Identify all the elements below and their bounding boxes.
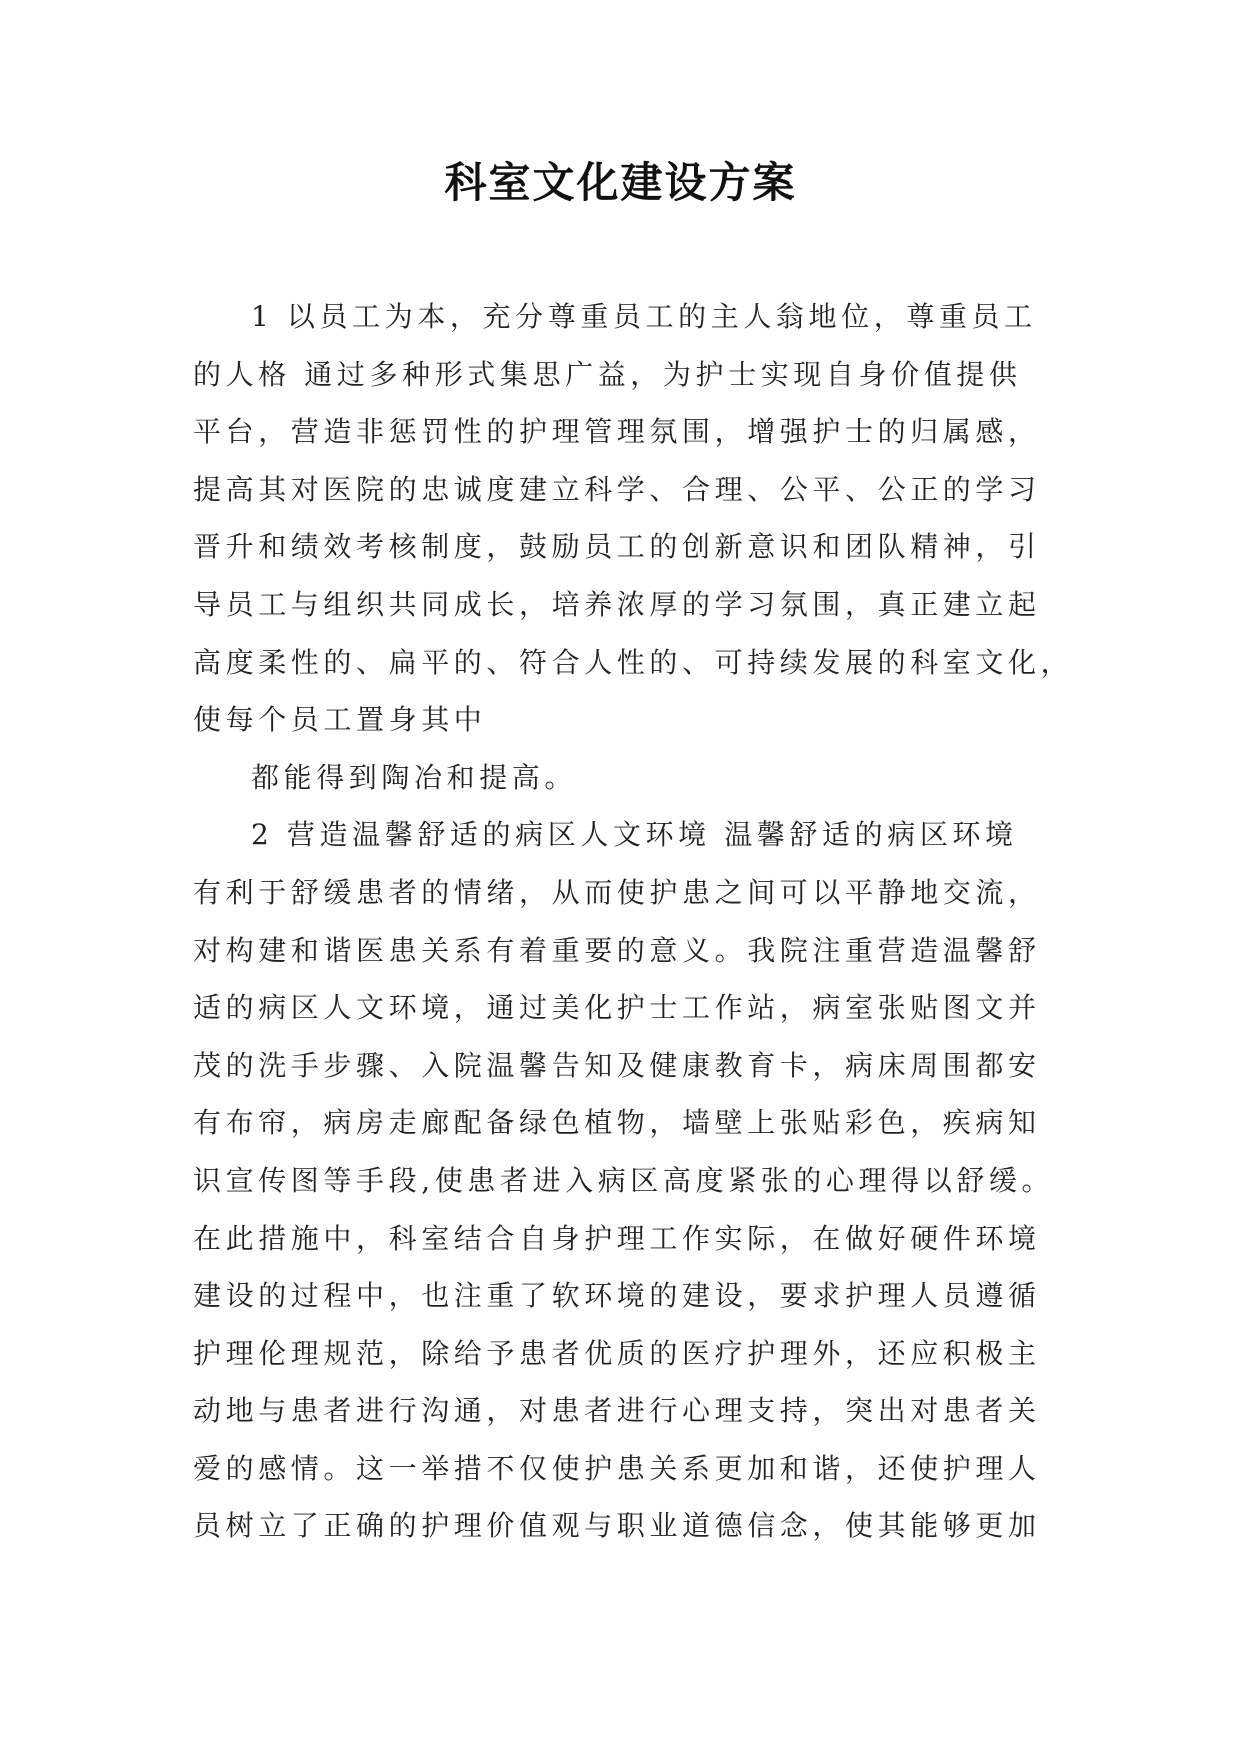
paragraph-line: 员树立了正确的护理价值观与职业道德信念，使其能够更加: [193, 1509, 1041, 1543]
paragraph-line: 护理伦理规范，除给予患者优质的医疗护理外，还应积极主: [193, 1336, 1041, 1370]
document-body: [193, 288, 1073, 1555]
page-title: 科室文化建设方案: [444, 158, 797, 207]
paragraph-line: 导员工与组织共同成长，培养浓厚的学习氛围，真正建立起: [193, 587, 1041, 621]
paragraph-line: 建设的过程中，也注重了软环境的建设，要求护理人员遵循: [193, 1279, 1041, 1313]
paragraph-line: 2 营造温馨舒适的病区人文环境 温馨舒适的病区环境: [251, 818, 1018, 852]
paragraph-line: 晋升和绩效考核制度，鼓励员工的创新意识和团队精神，引: [193, 530, 1041, 564]
paragraph-line: 对构建和谐医患关系有着重要的意义。我院注重营造温馨舒: [193, 933, 1041, 967]
paragraph-line: 高度柔性的、扁平的、符合人性的、可持续发展的科室文化，: [193, 645, 1074, 679]
paragraph-line: 茂的洗手步骤、入院温馨告知及健康教育卡，病床周围都安: [193, 1048, 1041, 1082]
paragraph-line: 有布帘，病房走廊配备绿色植物，墙壁上张贴彩色，疾病知: [193, 1106, 1041, 1140]
paragraph-line: 1 以员工为本，充分尊重员工的主人翁地位，尊重员工: [251, 300, 1037, 333]
paragraph-line: 都能得到陶冶和提高。: [251, 760, 578, 794]
paragraph-line: 动地与患者进行沟通，对患者进行心理支持，突出对患者关: [193, 1394, 1041, 1428]
paragraph-line: 适的病区人文环境，通过美化护士工作站，病室张贴图文并: [193, 991, 1041, 1025]
paragraph-line: 在此措施中，科室结合自身护理工作实际，在做好硬件环境: [193, 1221, 1041, 1255]
paragraph-line: 的人格 通过多种形式集思广益，为护士实现自身价值提供: [193, 357, 1022, 391]
paragraph-line: 爱的感情。这一举措不仅使护患关系更加和谐，还使护理人: [193, 1451, 1041, 1485]
paragraph-line: 识宣传图等手段,使患者进入病区高度紧张的心理得以舒缓。: [193, 1163, 1055, 1197]
paragraph-line: 平台，营造非惩罚性的护理管理氛围，增强护士的归属感，: [193, 415, 1041, 449]
paragraph-line: 有利于舒缓患者的情绪，从而使护患之间可以平静地交流，: [193, 875, 1041, 909]
paragraph-line: 使每个员工置身其中: [193, 703, 487, 737]
paragraph-line: 提高其对医院的忠诚度建立科学、合理、公平、公正的学习: [193, 472, 1041, 506]
